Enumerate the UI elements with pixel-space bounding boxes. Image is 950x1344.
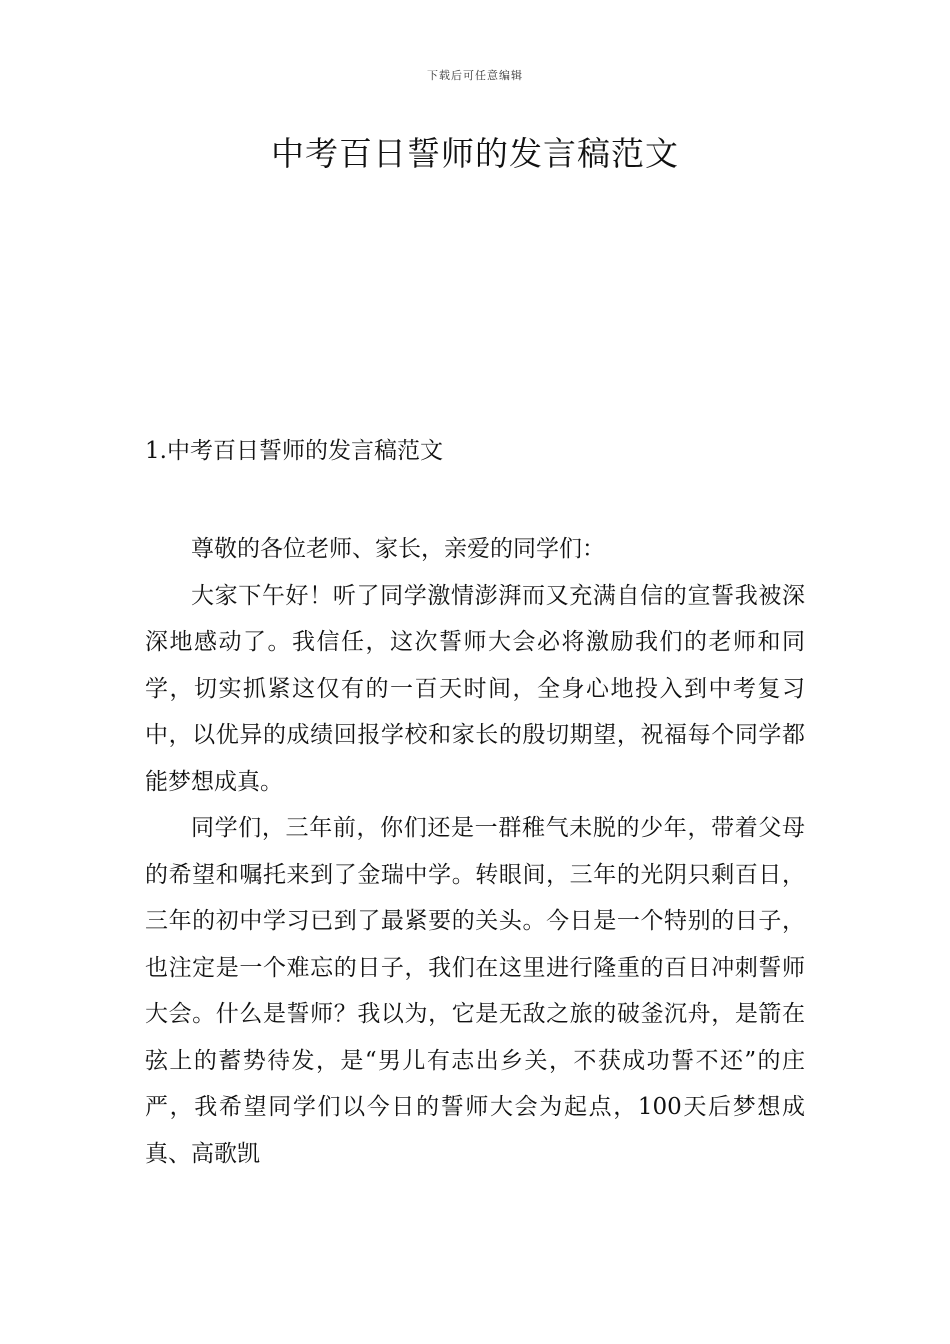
header-note: 下载后可任意编辑 [427, 69, 523, 82]
body-text [145, 526, 805, 1177]
body-paragraph: 大家下午好！听了同学激情澎湃而又充满自信的宣誓我被深深地感动了。我信任，这次誓师大会必将激励我们的老师和同学，切实抓紧这仅有的一百天时间，全身心地投入到中考复习中，以优异的成绩回报学校和家长的殷切期望，祝福每个同学都能梦想成真。 [145, 582, 805, 795]
section-heading: 1.中考百日誓师的发言稿范文 [145, 438, 443, 464]
salutation-paragraph: 尊敬的各位老师、家长，亲爱的同学们： [191, 536, 605, 562]
body-paragraph: 同学们，三年前，你们还是一群稚气未脱的少年，带着父母的希望和嘱托来到了金瑞中学。转眼间，三年的光阴只剩百日，三年的初中学习已到了最紧要的关头。今日是一个特别的日子，也注定是一个难忘的日子，我们在这里进行隆重的百日冲刺誓师大会。什么是誓师？我以为，它是无敌之旅的破釜沉舟，是箭在弦上的蓄势待发，是“男儿有志出乡关，不获成功誓不还”的庄严，我希望同学们以今日的誓师大会为起点，100天后梦想成真、高歌凯 [145, 815, 805, 1167]
document-title: 中考百日誓师的发言稿范文 [271, 134, 679, 173]
